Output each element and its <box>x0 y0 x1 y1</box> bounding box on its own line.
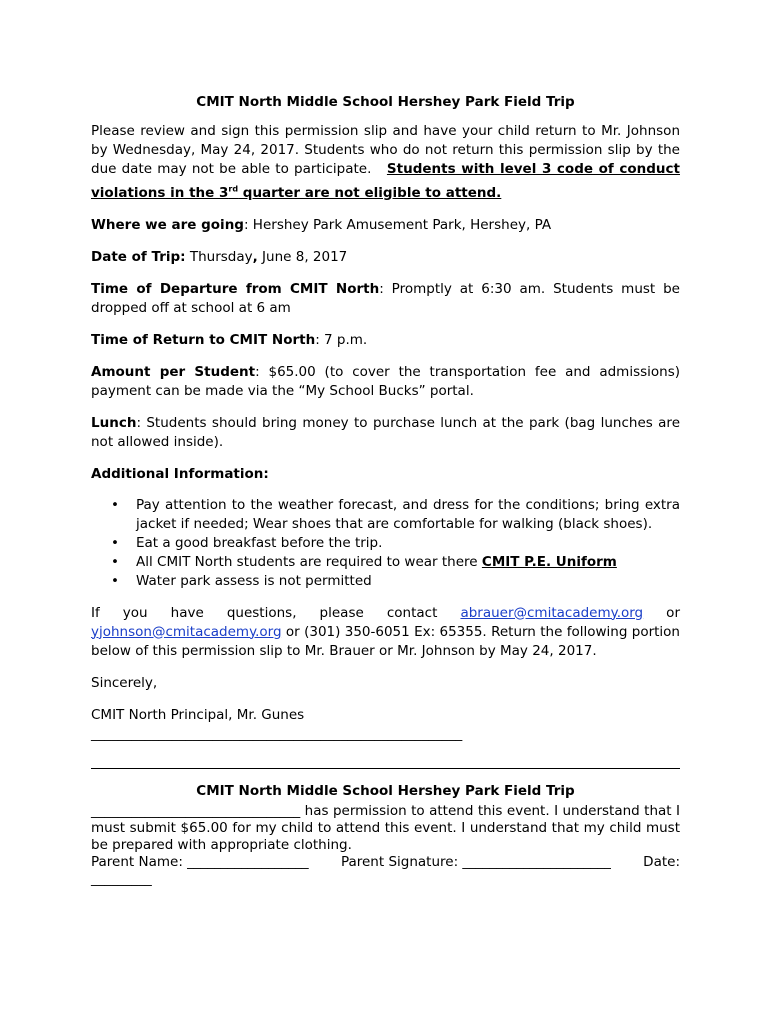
list-item: • Pay attention to the weather forecast, and dress for the conditions; bring extra jacket if needed; Wear shoes that are comfortable for walking (black shoes). <box>111 496 680 532</box>
return-value: : 7 p.m. <box>315 331 368 348</box>
intro-text: Please review and sign this permission slip and have your child return to Mr. Johnson by Wednesday, May 24, 2017. Students who do not return this permission slip by the due date may not be able to participate. <box>91 123 680 177</box>
list-item: • Water park assess is not permitted <box>111 572 372 589</box>
list-item: • Eat a good breakfast before the trip. <box>111 534 383 551</box>
lunch-label: Lunch <box>91 414 137 431</box>
bullet-icon: • <box>111 534 119 551</box>
lunch-line <box>91 414 680 452</box>
date-field-blank[interactable]: _________ <box>91 870 152 887</box>
bullet-icon: • <box>111 572 119 589</box>
amount-label: Amount per Student <box>91 363 256 380</box>
departure-value: : Promptly at 6:30 am. Students must be dropped off at school at 6 am <box>91 280 680 316</box>
email-link-brauer[interactable]: abrauer@cmitacademy.org <box>460 604 644 621</box>
slip-title: CMIT North Middle School Hershey Park Field Trip <box>196 782 575 799</box>
destination-value: : Hershey Park Amusement Park, Hershey, PA <box>243 216 552 233</box>
date-label: Date of Trip: <box>91 248 186 265</box>
eligibility-warning: Students with level 3 code of conduct violations in the 3rd quarter are not eligible to attend. <box>91 161 680 201</box>
cut-divider <box>91 768 680 769</box>
document-title: CMIT North Middle School Hershey Park Field Trip <box>196 94 575 110</box>
destination-line <box>91 216 680 235</box>
parent-signature-field[interactable]: Parent Signature: ______________________ <box>340 853 611 870</box>
document-body <box>91 93 680 888</box>
additional-heading: Additional Information: <box>91 465 269 482</box>
date-field-label: Date: <box>643 853 680 870</box>
contact-paragraph: If you have questions, please contact abrauer@cmitacademy.org or yjohnson@cmitacademy.org or (301) 350-6051 Ex: 65355. Return the following portion below of this permission slip to Mr. Brauer or Mr. Johnson by May 24, 2017. <box>91 604 680 659</box>
return-label: Time of Return to CMIT North <box>91 331 316 348</box>
email-link-johnson[interactable]: yjohnson@cmitacademy.org <box>91 623 282 640</box>
return-line <box>91 331 680 350</box>
bullet-icon: • <box>111 553 119 570</box>
principal-signature-line: _______________________________________________________ <box>91 725 463 742</box>
closing-sincerely: Sincerely, <box>91 674 158 691</box>
bullet-icon: • <box>111 496 119 513</box>
amount-line <box>91 363 680 401</box>
uniform-emphasis: CMIT P.E. Uniform <box>481 553 617 570</box>
intro-paragraph <box>91 122 680 203</box>
permission-slip <box>91 783 680 888</box>
lunch-value: : Students should bring money to purchase lunch at the park (bag lunches are not allowed inside). <box>91 414 680 450</box>
slip-signature-row <box>91 854 680 871</box>
amount-value: : $65.00 (to cover the transportation fee and admissions) payment can be made via the “My School Bucks” portal. <box>91 363 681 399</box>
departure-label: Time of Departure from CMIT North <box>91 280 380 297</box>
principal-signer: CMIT North Principal, Mr. Gunes <box>91 706 305 723</box>
departure-line <box>91 280 680 318</box>
destination-label: Where we are going <box>91 216 244 233</box>
student-name-blank[interactable]: _______________________________ <box>91 802 301 819</box>
date-line: Date of Trip: Thursday, June 8, 2017 <box>91 248 348 265</box>
additional-list <box>91 496 680 591</box>
slip-statement: _______________________________ has permission to attend this event. I understand that I must submit $65.00 for my child to attend this event. I understand that my child must be prepared with appropriate clothing. <box>91 802 680 853</box>
parent-name-field[interactable]: Parent Name: __________________ <box>91 853 309 870</box>
list-item: • All CMIT North students are required to wear there CMIT P.E. Uniform <box>111 553 617 570</box>
